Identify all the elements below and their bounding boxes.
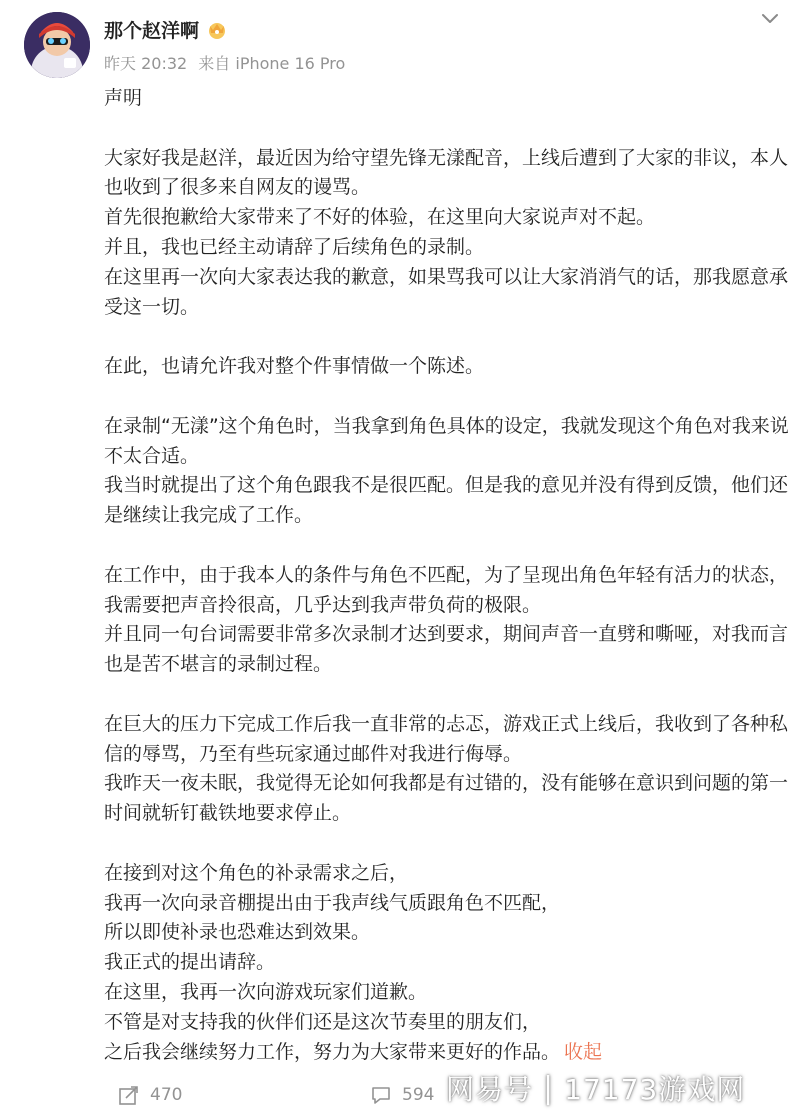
post-line <box>104 799 784 829</box>
post-line <box>104 650 784 680</box>
post-line-text: 我昨天一夜未眠，我觉得无论如何我都是有过错的，没有能够在意识到问题的第一 <box>104 772 789 795</box>
watermark <box>446 1066 745 1110</box>
post-line-text: 不管是对支持我的伙伴们还是这次节奏里的朋友们， <box>104 1010 542 1033</box>
post-line <box>104 173 784 203</box>
post-line <box>104 382 784 412</box>
post-line-text: 在录制“无漾”这个角色时，当我拿到角色具体的设定，我就发现这个角色对我来说 <box>104 414 789 437</box>
post-line-text: 我正式的提出请辞。 <box>104 951 276 974</box>
post-line-text: 在巨大的压力下完成工作后我一直非常的忐忑，游戏正式上线后，我收到了各种私 <box>104 712 789 735</box>
post-line <box>104 531 784 561</box>
watermark-left: 网易号 <box>446 1073 534 1106</box>
post-line <box>104 1008 784 1038</box>
post-line-text: 之后我会继续努力工作，努力为大家带来更好的作品。 <box>104 1040 561 1063</box>
watermark-separator: | <box>543 1070 555 1106</box>
post-line <box>104 710 789 740</box>
comment-button[interactable] <box>370 1084 434 1106</box>
post-line-text: 首先很抱歉给大家带来了不好的体验，在这里向大家说声对不起。 <box>104 206 656 229</box>
post-line-text: 我再一次向录音棚提出由于我声线气质跟角色不匹配， <box>104 891 561 914</box>
vip-crown-icon <box>205 20 229 40</box>
post-line <box>104 1038 784 1068</box>
post-line-text: 所以即使补录也恐难达到效果。 <box>104 921 371 944</box>
post-line <box>104 561 789 591</box>
post-line <box>104 769 789 799</box>
post-line-text: 不太合适。 <box>104 444 200 467</box>
comment-icon <box>370 1084 392 1106</box>
post-line <box>104 918 784 948</box>
post-line <box>104 740 784 770</box>
post-line <box>104 501 784 531</box>
avatar-illustration-icon <box>24 12 90 78</box>
post-line-text: 在接到对这个角色的补录需求之后， <box>104 861 409 884</box>
post-line-text: 也是苦不堪言的录制过程。 <box>104 653 333 676</box>
post-line <box>104 471 789 501</box>
post-line <box>104 352 784 382</box>
post-line <box>104 620 789 650</box>
avatar[interactable] <box>24 12 90 78</box>
post-line-text: 我当时就提出了这个角色跟我不是很匹配。但是我的意见并没有得到反馈，他们还 <box>104 474 789 497</box>
post-line-text: 在这里再一次向大家表达我的歉意，如果骂我可以让大家消消气的话，那我愿意承 <box>104 265 789 288</box>
post-timestamp[interactable]: 昨天 20:32 <box>104 54 188 73</box>
post-line <box>104 233 784 263</box>
post-line <box>104 412 789 442</box>
post-line-text: 时间就斩钉截铁地要求停止。 <box>104 802 352 825</box>
post-line-text: 声明 <box>104 87 143 109</box>
post-line <box>104 84 784 114</box>
share-count: 470 <box>150 1085 183 1105</box>
post-line-text: 信的辱骂，乃至有些玩家通过邮件对我进行侮辱。 <box>104 742 523 765</box>
chevron-down-icon[interactable] <box>760 10 780 26</box>
post-line <box>104 114 784 144</box>
post-line-text: 是继续让我完成了工作。 <box>104 504 314 527</box>
post-line <box>104 293 784 323</box>
share-icon <box>118 1084 140 1106</box>
post-meta <box>104 51 351 74</box>
comment-count: 594 <box>402 1085 435 1105</box>
post-line <box>104 442 784 472</box>
post-line <box>104 680 784 710</box>
post-line-text: 受这一切。 <box>104 295 200 318</box>
post-source: 来自 iPhone 16 Pro <box>198 54 346 73</box>
user-name-text[interactable]: 那个赵洋啊 <box>104 20 200 42</box>
post-line-text: 我需要把声音拎很高，几乎达到我声带负荷的极限。 <box>104 593 542 616</box>
post-line <box>104 829 784 859</box>
post-line-text: 也收到了很多来自网友的谩骂。 <box>104 176 371 199</box>
post-line <box>104 591 784 621</box>
post-line <box>104 978 784 1008</box>
watermark-right: 17173游戏网 <box>564 1073 746 1106</box>
post-line-text: 大家好我是赵洋，最近因为给守望先锋无漾配音，上线后遭到了大家的非议，本人 <box>104 146 789 169</box>
post-line-text: 在这里，我再一次向游戏玩家们道歉。 <box>104 980 428 1003</box>
post-line <box>104 859 784 889</box>
post-line <box>104 203 784 233</box>
post-line-text: 并且，我也已经主动请辞了后续角色的录制。 <box>104 235 485 258</box>
post-line-text: 在工作中，由于我本人的条件与角色不匹配，为了呈现出角色年轻有活力的状态， <box>104 563 789 586</box>
post-line-text: 在此，也请允许我对整个件事情做一个陈述。 <box>104 355 485 378</box>
share-button[interactable] <box>118 1084 182 1106</box>
post-line <box>104 263 789 293</box>
post-line-text: 并且同一句台词需要非常多次录制才达到要求，期间声音一直劈和嘶哑，对我而言 <box>104 623 789 646</box>
post-line <box>104 948 784 978</box>
post-content <box>104 84 789 1067</box>
post-line <box>104 889 784 919</box>
collapse-link[interactable]: 收起 <box>564 1040 603 1063</box>
user-name[interactable] <box>104 16 229 43</box>
post-line <box>104 144 789 174</box>
post-line <box>104 322 784 352</box>
